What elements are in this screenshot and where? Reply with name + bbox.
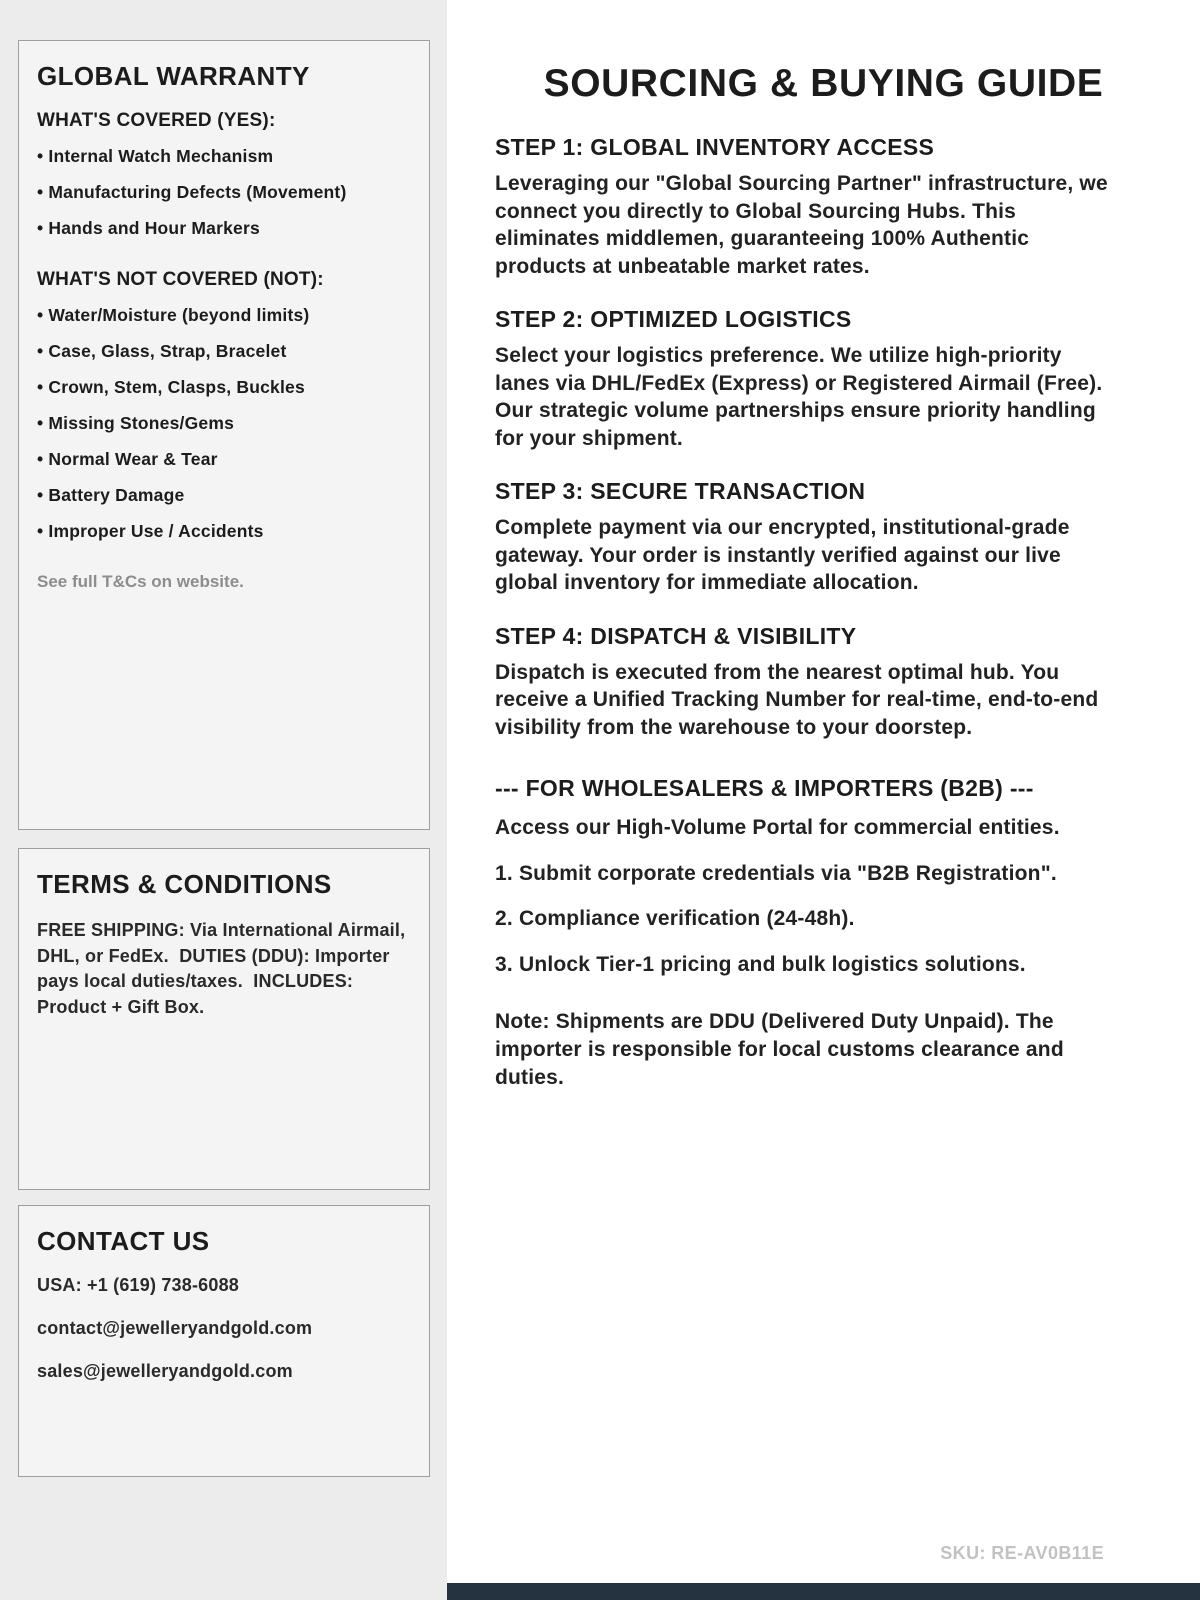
guide-body — [495, 134, 1113, 1092]
contact-panel — [18, 1205, 430, 1477]
b2b-note: Note: Shipments are DDU (Delivered Duty Unpaid). The importer is responsible for local customs clearance and duties. — [495, 1010, 1064, 1089]
step2-heading: STEP 2: OPTIMIZED LOGISTICS — [495, 306, 852, 332]
list-item: • Battery Damage — [37, 485, 411, 506]
contact-email-sales: sales@jewelleryandgold.com — [37, 1361, 293, 1381]
warranty-covered-heading: WHAT'S COVERED (YES): — [37, 110, 276, 131]
list-item: • Improper Use / Accidents — [37, 521, 411, 542]
b2b-item-2: 2. Compliance verification (24-48h). — [495, 907, 855, 930]
step2-body: Select your logistics preference. We utilize high-priority lanes via DHL/FedEx (Express) or Registered Airmail (Free). Our strategic volume partnerships ensure priority handling for your shipment. — [495, 344, 1103, 450]
warranty-not-covered-list — [37, 305, 411, 542]
warranty-covered-list — [37, 146, 411, 239]
list-item: • Hands and Hour Markers — [37, 218, 411, 239]
b2b-item-1: 1. Submit corporate credentials via "B2B Registration". — [495, 861, 1057, 885]
step3-body: Complete payment via our encrypted, institutional-grade gateway. Your order is instantly verified against our live global inventory for immediate allocation. — [495, 516, 1070, 594]
terms-body: FREE SHIPPING: Via International Airmail, DHL, or FedEx. DUTIES (DDU): Importer pays local duties/taxes. INCLUDES: Product + Gift Box. — [37, 920, 411, 1017]
b2b-intro: Access our High-Volume Portal for commercial entities. — [495, 816, 1060, 839]
warranty-footnote: See full T&Cs on website. — [37, 572, 244, 591]
step4-body: Dispatch is executed from the nearest optimal hub. You receive a Unified Tracking Number for real-time, end-to-end visibility from the warehouse to your doorstep. — [495, 660, 1099, 739]
step1-heading: STEP 1: GLOBAL INVENTORY ACCESS — [495, 134, 935, 160]
sidebar — [0, 0, 447, 1600]
footer-bar — [447, 1583, 1200, 1600]
list-item: • Missing Stones/Gems — [37, 413, 411, 434]
list-item: • Manufacturing Defects (Movement) — [37, 182, 411, 203]
list-item: • Water/Moisture (beyond limits) — [37, 305, 411, 326]
list-item: • Normal Wear & Tear — [37, 449, 411, 470]
contact-email-primary: contact@jewelleryandgold.com — [37, 1318, 313, 1338]
terms-panel — [18, 848, 430, 1190]
warranty-not-covered-heading: WHAT'S NOT COVERED (NOT): — [37, 269, 324, 290]
list-item: • Internal Watch Mechanism — [37, 146, 411, 167]
sku-label: SKU: RE-AV0B11E — [940, 1543, 1104, 1563]
warranty-panel — [18, 40, 430, 830]
warranty-title: GLOBAL WARRANTY — [37, 61, 310, 91]
list-item: • Crown, Stem, Clasps, Buckles — [37, 377, 411, 398]
main-content-area — [447, 0, 1200, 1600]
terms-title: TERMS & CONDITIONS — [37, 869, 332, 899]
page-title: SOURCING & BUYING GUIDE — [543, 62, 1104, 105]
contact-title: CONTACT US — [37, 1226, 210, 1256]
step4-heading: STEP 4: DISPATCH & VISIBILITY — [495, 622, 857, 649]
step3-heading: STEP 3: SECURE TRANSACTION — [495, 478, 866, 504]
list-item: • Case, Glass, Strap, Bracelet — [37, 341, 411, 362]
b2b-heading: --- FOR WHOLESALERS & IMPORTERS (B2B) --- — [495, 775, 1034, 801]
b2b-item-3: 3. Unlock Tier-1 pricing and bulk logistics solutions. — [495, 952, 1026, 976]
contact-phone: USA: +1 (619) 738-6088 — [37, 1275, 240, 1295]
step1-body: Leveraging our "Global Sourcing Partner" infrastructure, we connect you directly to Global Sourcing Hubs. This eliminates middlemen, guaranteeing 100% Authentic products at unbeatable market rates. — [495, 172, 1108, 278]
